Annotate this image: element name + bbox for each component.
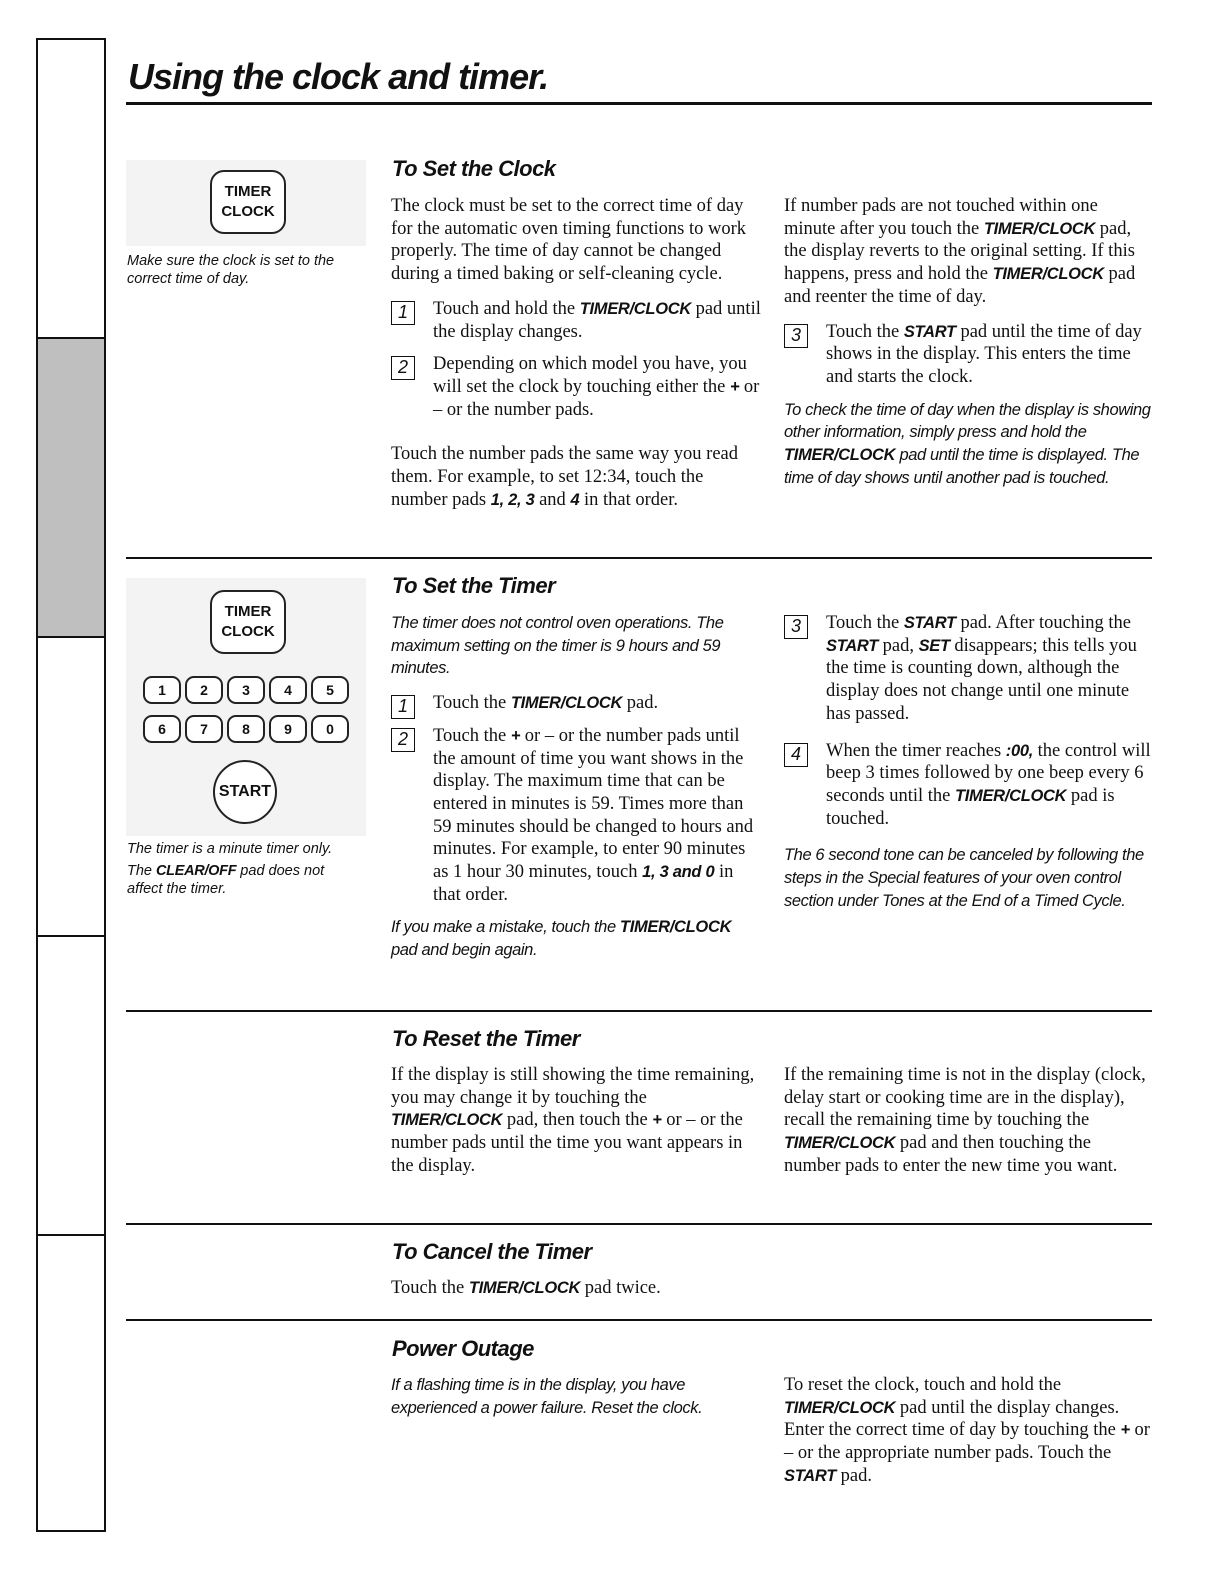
text: Touch and hold the (433, 298, 580, 319)
title-rule (126, 102, 1152, 105)
set-timer-step-3 (784, 612, 1152, 726)
text: If the display is still showing the time remaining, you may change it by touching the (391, 1065, 755, 1108)
set-clock-timeout-note (784, 195, 1152, 309)
set-clock-left-column (391, 195, 761, 523)
text: To check the time of day when the display is showing other information, simply press and hold the (784, 400, 1151, 442)
text: or – or the appropriate number pads. Touch the (784, 1420, 1150, 1464)
text: disappears; this tells you the time is counting down, although the display does not change until one minute has passed. (826, 635, 1137, 724)
text-bold: START (784, 1466, 836, 1485)
reset-timer-right-text (784, 1064, 1152, 1178)
section-tab-1 (38, 40, 104, 339)
section-tab-5 (38, 1236, 104, 1530)
text-bold: TIMER/CLOCK (784, 1398, 896, 1417)
set-timer-left-column (391, 612, 761, 974)
text: pad is touched. (826, 785, 1115, 829)
text-bold: TIMER/CLOCK (983, 219, 1096, 238)
text-bold: 1, 3 and 0 (642, 863, 715, 882)
cancel-timer-column (391, 1277, 791, 1312)
section-divider (126, 557, 1152, 559)
start-key-icon: START (213, 760, 277, 824)
timer-caption (127, 840, 363, 898)
section-tab-4 (38, 937, 104, 1236)
section-divider (126, 1010, 1152, 1012)
text-bold: START (903, 322, 956, 341)
set-timer-step-2 (391, 725, 761, 907)
set-timer-intro: The timer does not control oven operations. The maximum setting on the timer is 9 hours and 59 minutes. (391, 614, 724, 678)
timer-caption-line1: The timer is a minute timer only. (127, 841, 333, 857)
number-key-9: 9 (269, 715, 307, 743)
text-bold: TIMER/CLOCK (391, 1111, 503, 1130)
text-bold: START (826, 636, 878, 655)
text-bold: 4 (570, 490, 580, 509)
keypad-illustration (126, 578, 366, 836)
cancel-timer-heading: To Cancel the Timer (392, 1239, 592, 1264)
text: pad until the time is displayed. The time of day shows until another pad is touched. (784, 446, 1140, 487)
set-timer-mistake-note (391, 916, 761, 961)
step-number: 3 (784, 615, 808, 639)
text: pad, (877, 635, 919, 656)
step-number: 1 (391, 695, 415, 719)
power-outage-right-column (784, 1374, 1152, 1500)
reset-timer-left-text (391, 1064, 761, 1178)
pad-label-line2: CLOCK (221, 623, 275, 640)
number-key-7: 7 (185, 715, 223, 743)
set-clock-step-1 (391, 298, 761, 343)
text: Touch the (826, 613, 904, 633)
section-divider (126, 1319, 1152, 1321)
step-number: 3 (784, 324, 808, 348)
text: Touch the (391, 1278, 469, 1298)
text: in that order. (433, 862, 734, 905)
text: pad, the display reverts to the original setting. If this happens, press and hold the (784, 218, 1135, 285)
set-clock-check-note (784, 399, 1152, 490)
page-title: Using the clock and timer. (128, 56, 549, 97)
pad-label-line2: CLOCK (221, 203, 275, 220)
set-clock-right-column (784, 195, 1152, 501)
text: Depending on which model you have, you will set the clock by touching either the (433, 354, 747, 397)
set-clock-example (391, 443, 761, 511)
text-bold: 1, 2, 3 (490, 490, 535, 509)
text: pad. After touching the (955, 613, 1132, 633)
set-clock-step-3 (784, 321, 1152, 389)
reset-timer-heading: To Reset the Timer (392, 1026, 580, 1051)
text: pad and then touching the number pads to enter the new time you want. (784, 1133, 1118, 1176)
text: in that order. (579, 489, 678, 510)
text: If you make a mistake, touch the (391, 918, 620, 937)
set-timer-heading: To Set the Timer (392, 573, 556, 598)
set-timer-right-column (784, 612, 1152, 924)
clock-pad-illustration (126, 160, 366, 246)
step-number: 2 (391, 728, 415, 752)
text: Touch the (826, 321, 904, 342)
text: When the timer reaches (826, 740, 1006, 761)
plus-symbol: + (729, 377, 740, 396)
text-bold: TIMER/CLOCK (579, 299, 691, 318)
text: pad twice. (580, 1278, 661, 1298)
number-key-6: 6 (143, 715, 181, 743)
set-clock-step-2 (391, 353, 761, 421)
text: pad and reenter the time of day. (784, 264, 1136, 307)
number-key-8: 8 (227, 715, 265, 743)
clock-caption: Make sure the clock is set to the correct time of day. (127, 253, 335, 287)
text: If the remaining time is not in the display (clock, delay start or cooking time are in the display), recall the remaining time by touching the (784, 1065, 1146, 1131)
text: pad and begin again. (391, 941, 538, 960)
text: and (534, 489, 571, 510)
set-timer-step-1 (391, 692, 761, 715)
number-key-5: 5 (311, 676, 349, 704)
text: or – or the number pads. (433, 376, 760, 420)
power-outage-left-column (391, 1374, 761, 1431)
text-bold: START (903, 614, 956, 632)
plus-symbol: + (510, 726, 521, 745)
number-key-2: 2 (185, 676, 223, 704)
text: pad. (835, 1465, 872, 1486)
text: pad does not affect the timer. (127, 863, 325, 897)
section-tab-3 (38, 638, 104, 937)
pad-label-line1: TIMER (224, 183, 272, 200)
power-outage-right-text (784, 1374, 1152, 1488)
set-timer-tone-note: The 6 second tone can be canceled by following the steps in the Special features of your oven control section under Tones at the End of a Timed Cycle. (784, 846, 1144, 910)
power-outage-heading: Power Outage (392, 1336, 534, 1361)
text: If number pads are not touched within one minute after you touch the (784, 196, 1098, 239)
step-number: 4 (784, 743, 808, 767)
text: or – or the number pads until the time you want appears in the display. (391, 1110, 743, 1176)
number-key-4: 4 (269, 676, 307, 704)
timer-clock-pad-icon (210, 590, 286, 654)
step-number: 2 (391, 356, 415, 380)
plus-symbol: + (1120, 1421, 1130, 1440)
text: Touch the number pads the same way you read them. For example, to set 12:34, touch the number pads (391, 444, 739, 510)
reset-timer-right-column (784, 1064, 1152, 1190)
timer-caption-line2 (127, 862, 363, 898)
text: To reset the clock, touch and hold the (784, 1375, 1062, 1395)
text: pad, then touch the (502, 1110, 653, 1131)
text-bold: TIMER/CLOCK (784, 446, 896, 465)
text-bold: TIMER/CLOCK (954, 786, 1067, 805)
text-bold: TIMER/CLOCK (619, 918, 732, 937)
cancel-timer-text (391, 1277, 791, 1300)
set-timer-step-4 (784, 740, 1152, 831)
text-bold: SET (918, 636, 950, 655)
text-bold: TIMER/CLOCK (784, 1134, 896, 1153)
section-divider (126, 1223, 1152, 1225)
text-bold: TIMER/CLOCK (992, 265, 1104, 284)
number-key-3: 3 (227, 676, 265, 704)
number-key-1: 1 (143, 676, 181, 704)
power-outage-left-text: If a flashing time is in the display, you have experienced a power failure. Reset the clock. (391, 1376, 703, 1417)
text: The (127, 863, 157, 879)
text: pad. (622, 693, 659, 714)
text-bold: TIMER/CLOCK (510, 694, 623, 713)
text: pad until the time of day shows in the display. This enters the time and starts the clock. (826, 321, 1142, 387)
text: the control will beep 3 times followed by one beep every 6 seconds until the (826, 740, 1151, 806)
text: Touch the (433, 693, 511, 714)
set-clock-intro: The clock must be set to the correct time of day for the automatic oven timing functions to work properly. The time of day cannot be changed during a timed baking or self-cleaning cycle. (391, 196, 747, 285)
text: pad until the display changes. (433, 298, 761, 342)
text-bold: CLEAR/OFF (156, 863, 237, 879)
text: Touch the (433, 725, 511, 746)
text-bold: TIMER/CLOCK (468, 1279, 581, 1297)
step-number: 1 (391, 301, 415, 325)
timer-clock-pad-icon (210, 170, 286, 234)
section-tab-bar (36, 38, 106, 1532)
text-bold: :00, (1005, 741, 1034, 760)
plus-symbol: + (652, 1111, 662, 1130)
number-key-0: 0 (311, 715, 349, 743)
reset-timer-left-column (391, 1064, 761, 1190)
text: or – or the number pads until the amount of time you want shows in the display. The maximum time that can be entered in minutes is 59. Times more than 59 minutes should be changed to hours and minutes. For example, to enter 90 minutes as 1 hour 30 minutes, touch (433, 725, 754, 883)
set-clock-heading: To Set the Clock (392, 156, 556, 181)
section-tab-2-active (38, 339, 104, 638)
text: pad until the display changes. Enter the correct time of day by touching the (784, 1397, 1121, 1441)
pad-label-line1: TIMER (224, 603, 272, 620)
